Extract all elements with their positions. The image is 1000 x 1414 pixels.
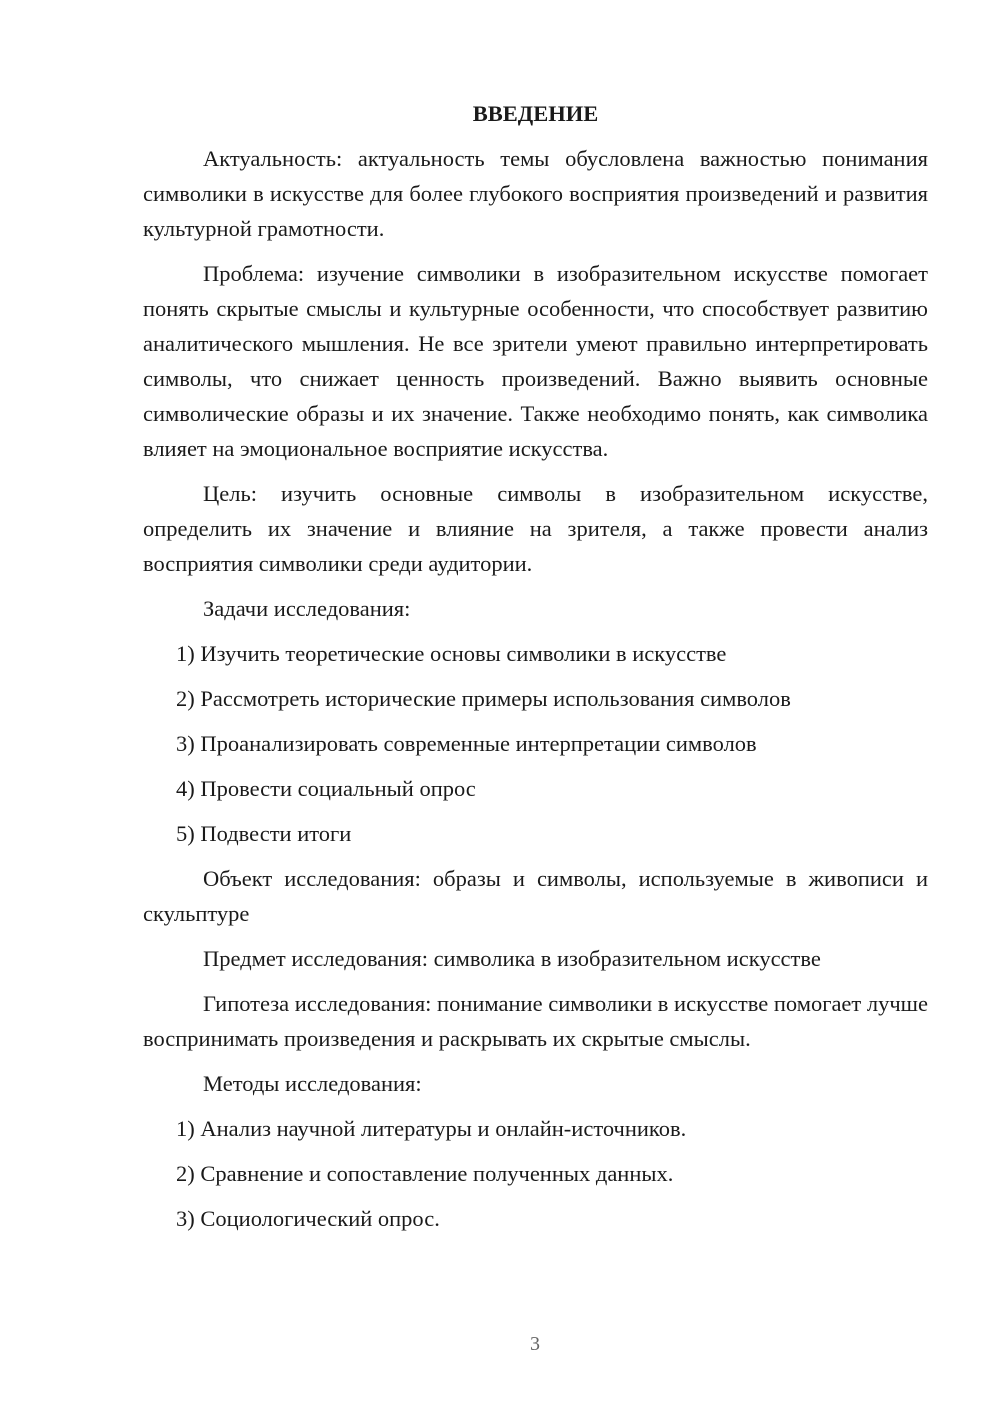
section-title: ВВЕДЕНИЕ	[472, 101, 599, 126]
page-content	[143, 96, 928, 1246]
tasks-list	[143, 636, 928, 851]
hypothesis-paragraph: Гипотеза исследования: понимание символики в искусстве помогает лучше воспринимать произведения и раскрывать их скрытые смыслы.	[143, 991, 928, 1051]
list-item: 3) Социологический опрос.	[176, 1206, 440, 1231]
methods-list	[143, 1111, 928, 1236]
list-item: 2) Сравнение и сопоставление полученных данных.	[176, 1161, 674, 1186]
list-item: 1) Анализ научной литературы и онлайн-источников.	[176, 1116, 687, 1141]
list-item: 3) Проанализировать современные интерпретации символов	[176, 731, 757, 756]
tasks-heading: Задачи исследования:	[203, 596, 411, 621]
subject-paragraph: Предмет исследования: символика в изобразительном искусстве	[203, 946, 821, 971]
list-item: 5) Подвести итоги	[176, 821, 352, 846]
goal-paragraph: Цель: изучить основные символы в изобразительном искусстве, определить их значение и влияние на зрителя, а также провести анализ восприятия символики среди аудитории.	[143, 481, 928, 576]
relevance-paragraph: Актуальность: актуальность темы обусловлена важностью понимания символики в искусстве для более глубокого восприятия произведений и развития культурной грамотности.	[143, 146, 928, 241]
object-paragraph: Объект исследования: образы и символы, используемые в живописи и скульптуре	[143, 866, 928, 926]
list-item: 1) Изучить теоретические основы символики в искусстве	[176, 641, 727, 666]
list-item: 2) Рассмотреть исторические примеры использования символов	[176, 686, 791, 711]
page-number: 3	[530, 1333, 540, 1355]
methods-heading: Методы исследования:	[203, 1071, 422, 1096]
problem-paragraph: Проблема: изучение символики в изобразительном искусстве помогает понять скрытые смыслы и культурные особенности, что способствует развитию аналитического мышления. Не все зрители умеют правильно интерпретировать символы, что снижает ценность произведений. Важно выявить основные символические образы и их значение. Также необходимо понять, как символика влияет на эмоциональное восприятие искусства.	[143, 261, 928, 461]
list-item: 4) Провести социальный опрос	[176, 776, 476, 801]
